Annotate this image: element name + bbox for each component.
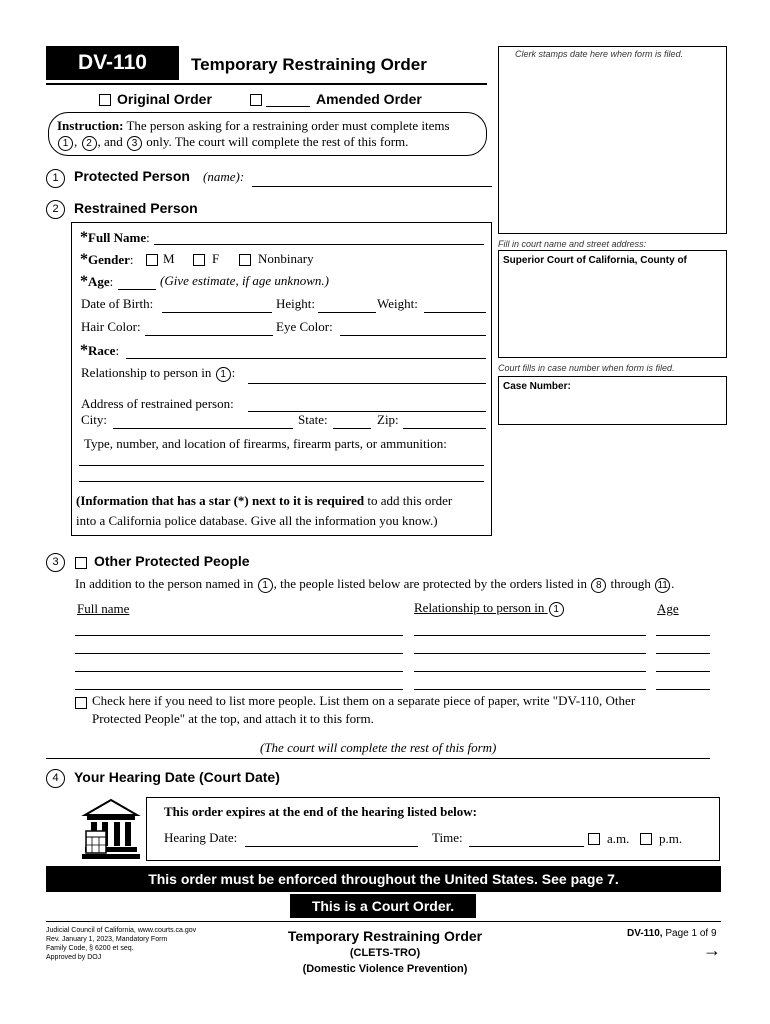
amended-order-label: Amended Order [316, 91, 422, 107]
am-checkbox[interactable] [588, 833, 600, 845]
court-name-text: Superior Court of California, County of [503, 255, 687, 266]
instruction-line2 [57, 134, 408, 151]
time-label: Time: [432, 830, 463, 845]
full-name-field[interactable] [154, 244, 484, 245]
other-person-4-relationship[interactable] [414, 689, 646, 690]
original-order-checkbox[interactable] [99, 94, 111, 106]
relationship-field[interactable] [248, 383, 486, 384]
section-2-number: 2 [46, 200, 65, 219]
gender-f-label: F [212, 251, 220, 266]
item-3-ref: 3 [127, 136, 142, 151]
pm-checkbox[interactable] [640, 833, 652, 845]
age-hint: (Give estimate, if age unknown.) [160, 273, 329, 288]
eye-color-field[interactable] [340, 335, 486, 336]
city-label: City: [81, 412, 108, 427]
race-label: *Race: [80, 342, 120, 359]
gender-nonbinary-checkbox[interactable] [239, 254, 251, 266]
race-field[interactable] [126, 358, 486, 359]
height-label: Height: [276, 296, 315, 311]
next-page-arrow-icon[interactable]: → [703, 940, 721, 960]
court-name-note: Fill in court name and street address: [498, 239, 647, 249]
hair-color-field[interactable] [145, 335, 273, 336]
am-label: a.m. [607, 831, 630, 846]
instruction-and: , and [97, 134, 123, 149]
age-field[interactable] [118, 289, 156, 290]
case-number-note: Court fills in case number when form is filed. [498, 363, 675, 373]
age-label: *Age: [80, 273, 114, 290]
section-4-number: 4 [46, 769, 65, 788]
section-2-title: Restrained Person [74, 200, 198, 216]
form-title: Temporary Restraining Order [191, 55, 427, 74]
section-4-title: Your Hearing Date (Court Date) [74, 769, 280, 785]
protected-person-name-field[interactable] [252, 186, 492, 187]
instruction-label: Instruction: [57, 118, 124, 133]
other-person-2-age[interactable] [656, 653, 710, 654]
city-field[interactable] [113, 428, 293, 429]
clerk-stamp-note: Clerk stamps date here when form is filed. [515, 49, 684, 59]
firearms-label: Type, number, and location of firearms, firearm parts, or ammunition: [84, 436, 447, 451]
instruction-line1 [57, 118, 450, 134]
instruction-text1: The person asking for a restraining order must complete items [126, 118, 450, 133]
column-item-1-ref: 1 [549, 602, 564, 617]
instruction-text2: only. The court will complete the rest of this form. [146, 134, 409, 149]
title-rule [46, 83, 487, 85]
footer-page: DV-110, Page 1 of 9 [627, 928, 717, 939]
gender-m-checkbox[interactable] [146, 254, 158, 266]
intro-item-8-ref: 8 [591, 578, 606, 593]
court-name-box[interactable] [498, 250, 727, 358]
more-people-text-line2: Protected People" at the top, and attach it to this form. [92, 711, 374, 726]
relationship-item-1-ref: 1 [216, 367, 231, 382]
form-code-badge: DV-110 [46, 46, 179, 80]
full-name-label: *Full Name: [80, 229, 150, 246]
weight-field[interactable] [424, 312, 486, 313]
item-2-ref: 2 [82, 136, 97, 151]
height-field[interactable] [318, 312, 376, 313]
amended-order-checkbox[interactable] [250, 94, 262, 106]
intro-item-11-ref: 11 [655, 578, 670, 593]
dob-field[interactable] [162, 312, 272, 313]
more-people-text-line1: Check here if you need to list more people. List them on a separate piece of paper, write "DV-110, Other [92, 693, 636, 708]
footer-left-1: Judicial Council of California, www.courts.ca.gov [46, 927, 197, 934]
required-info-note-line2: into a California police database. Give all the information you know.) [76, 513, 438, 528]
other-person-3-age[interactable] [656, 671, 710, 672]
more-people-checkbox[interactable] [75, 697, 87, 709]
item-1-ref: 1 [58, 136, 73, 151]
instruction-comma: , [74, 134, 78, 149]
footer-rule [46, 921, 721, 922]
other-person-1-relationship[interactable] [414, 635, 646, 636]
case-number-label: Case Number: [503, 381, 571, 392]
column-age: Age [657, 601, 679, 616]
required-info-note-line1: (Information that has a star (*) next to it is required to add this order [76, 493, 453, 508]
other-person-1-name[interactable] [75, 635, 403, 636]
other-person-2-name[interactable] [75, 653, 403, 654]
footer-clets: (CLETS-TRO) [349, 947, 421, 959]
column-relationship: Relationship to person in 1 [414, 600, 565, 617]
relationship-label: Relationship to person in 1 : [81, 365, 236, 380]
hearing-date-label: Hearing Date: [164, 830, 238, 845]
original-order-label: Original Order [117, 91, 212, 107]
clerk-stamp-box [498, 46, 727, 234]
zip-field[interactable] [403, 428, 486, 429]
footer-left-3: Family Code, § 6200 et seq. [46, 945, 134, 952]
dob-label: Date of Birth: [81, 296, 154, 311]
section-3-intro: In addition to the person named in 1 , the people listed below are protected by the orders listed in 8 through 11 . [75, 576, 675, 591]
footer-left-4: Approved by DOJ [46, 954, 102, 961]
expires-text: This order expires at the end of the hearing listed below: [164, 804, 477, 819]
eye-color-label: Eye Color: [276, 319, 333, 334]
gender-label: *Gender: [80, 251, 134, 268]
hair-color-label: Hair Color: [81, 319, 141, 334]
address-field[interactable] [248, 411, 486, 412]
footer-title: Temporary Restraining Order [287, 928, 483, 944]
footer-dvp: (Domestic Violence Prevention) [302, 963, 468, 975]
hearing-date-field[interactable] [245, 846, 418, 847]
amended-number-field[interactable] [266, 106, 310, 107]
section-3-title: Other Protected People [94, 553, 250, 569]
other-person-4-name[interactable] [75, 689, 403, 690]
other-person-3-relationship[interactable] [414, 671, 646, 672]
gender-m-label: M [163, 251, 175, 266]
section-3-number: 3 [46, 553, 65, 572]
courthouse-icon [80, 797, 142, 861]
enforced-banner: This order must be enforced throughout the United States. See page 7. [46, 866, 721, 892]
address-label: Address of restrained person: [81, 396, 234, 411]
firearms-field-2[interactable] [79, 481, 484, 482]
section-1-title: Protected Person [74, 168, 190, 184]
column-full-name: Full name [77, 601, 130, 616]
zip-label: Zip: [377, 412, 399, 427]
other-person-4-age[interactable] [656, 689, 710, 690]
other-protected-people-checkbox[interactable] [75, 557, 87, 569]
state-label: State: [298, 412, 328, 427]
court-order-banner: This is a Court Order. [290, 894, 476, 918]
gender-nonbinary-label: Nonbinary [258, 251, 314, 266]
pm-label: p.m. [659, 831, 683, 846]
firearms-field-1[interactable] [79, 465, 484, 466]
other-person-2-relationship[interactable] [414, 653, 646, 654]
court-complete-note: (The court will complete the rest of this form) [260, 740, 497, 755]
section-1-number: 1 [46, 169, 65, 188]
state-field[interactable] [333, 428, 371, 429]
weight-label: Weight: [377, 296, 418, 311]
other-person-1-age[interactable] [656, 635, 710, 636]
footer-left-2: Rev. January 1, 2023, Mandatory Form [46, 936, 168, 943]
gender-f-checkbox[interactable] [193, 254, 205, 266]
time-field[interactable] [469, 846, 584, 847]
court-complete-rule [46, 758, 710, 759]
other-person-3-name[interactable] [75, 671, 403, 672]
intro-item-1-ref: 1 [258, 578, 273, 593]
section-1-name-hint: (name): [203, 169, 245, 184]
